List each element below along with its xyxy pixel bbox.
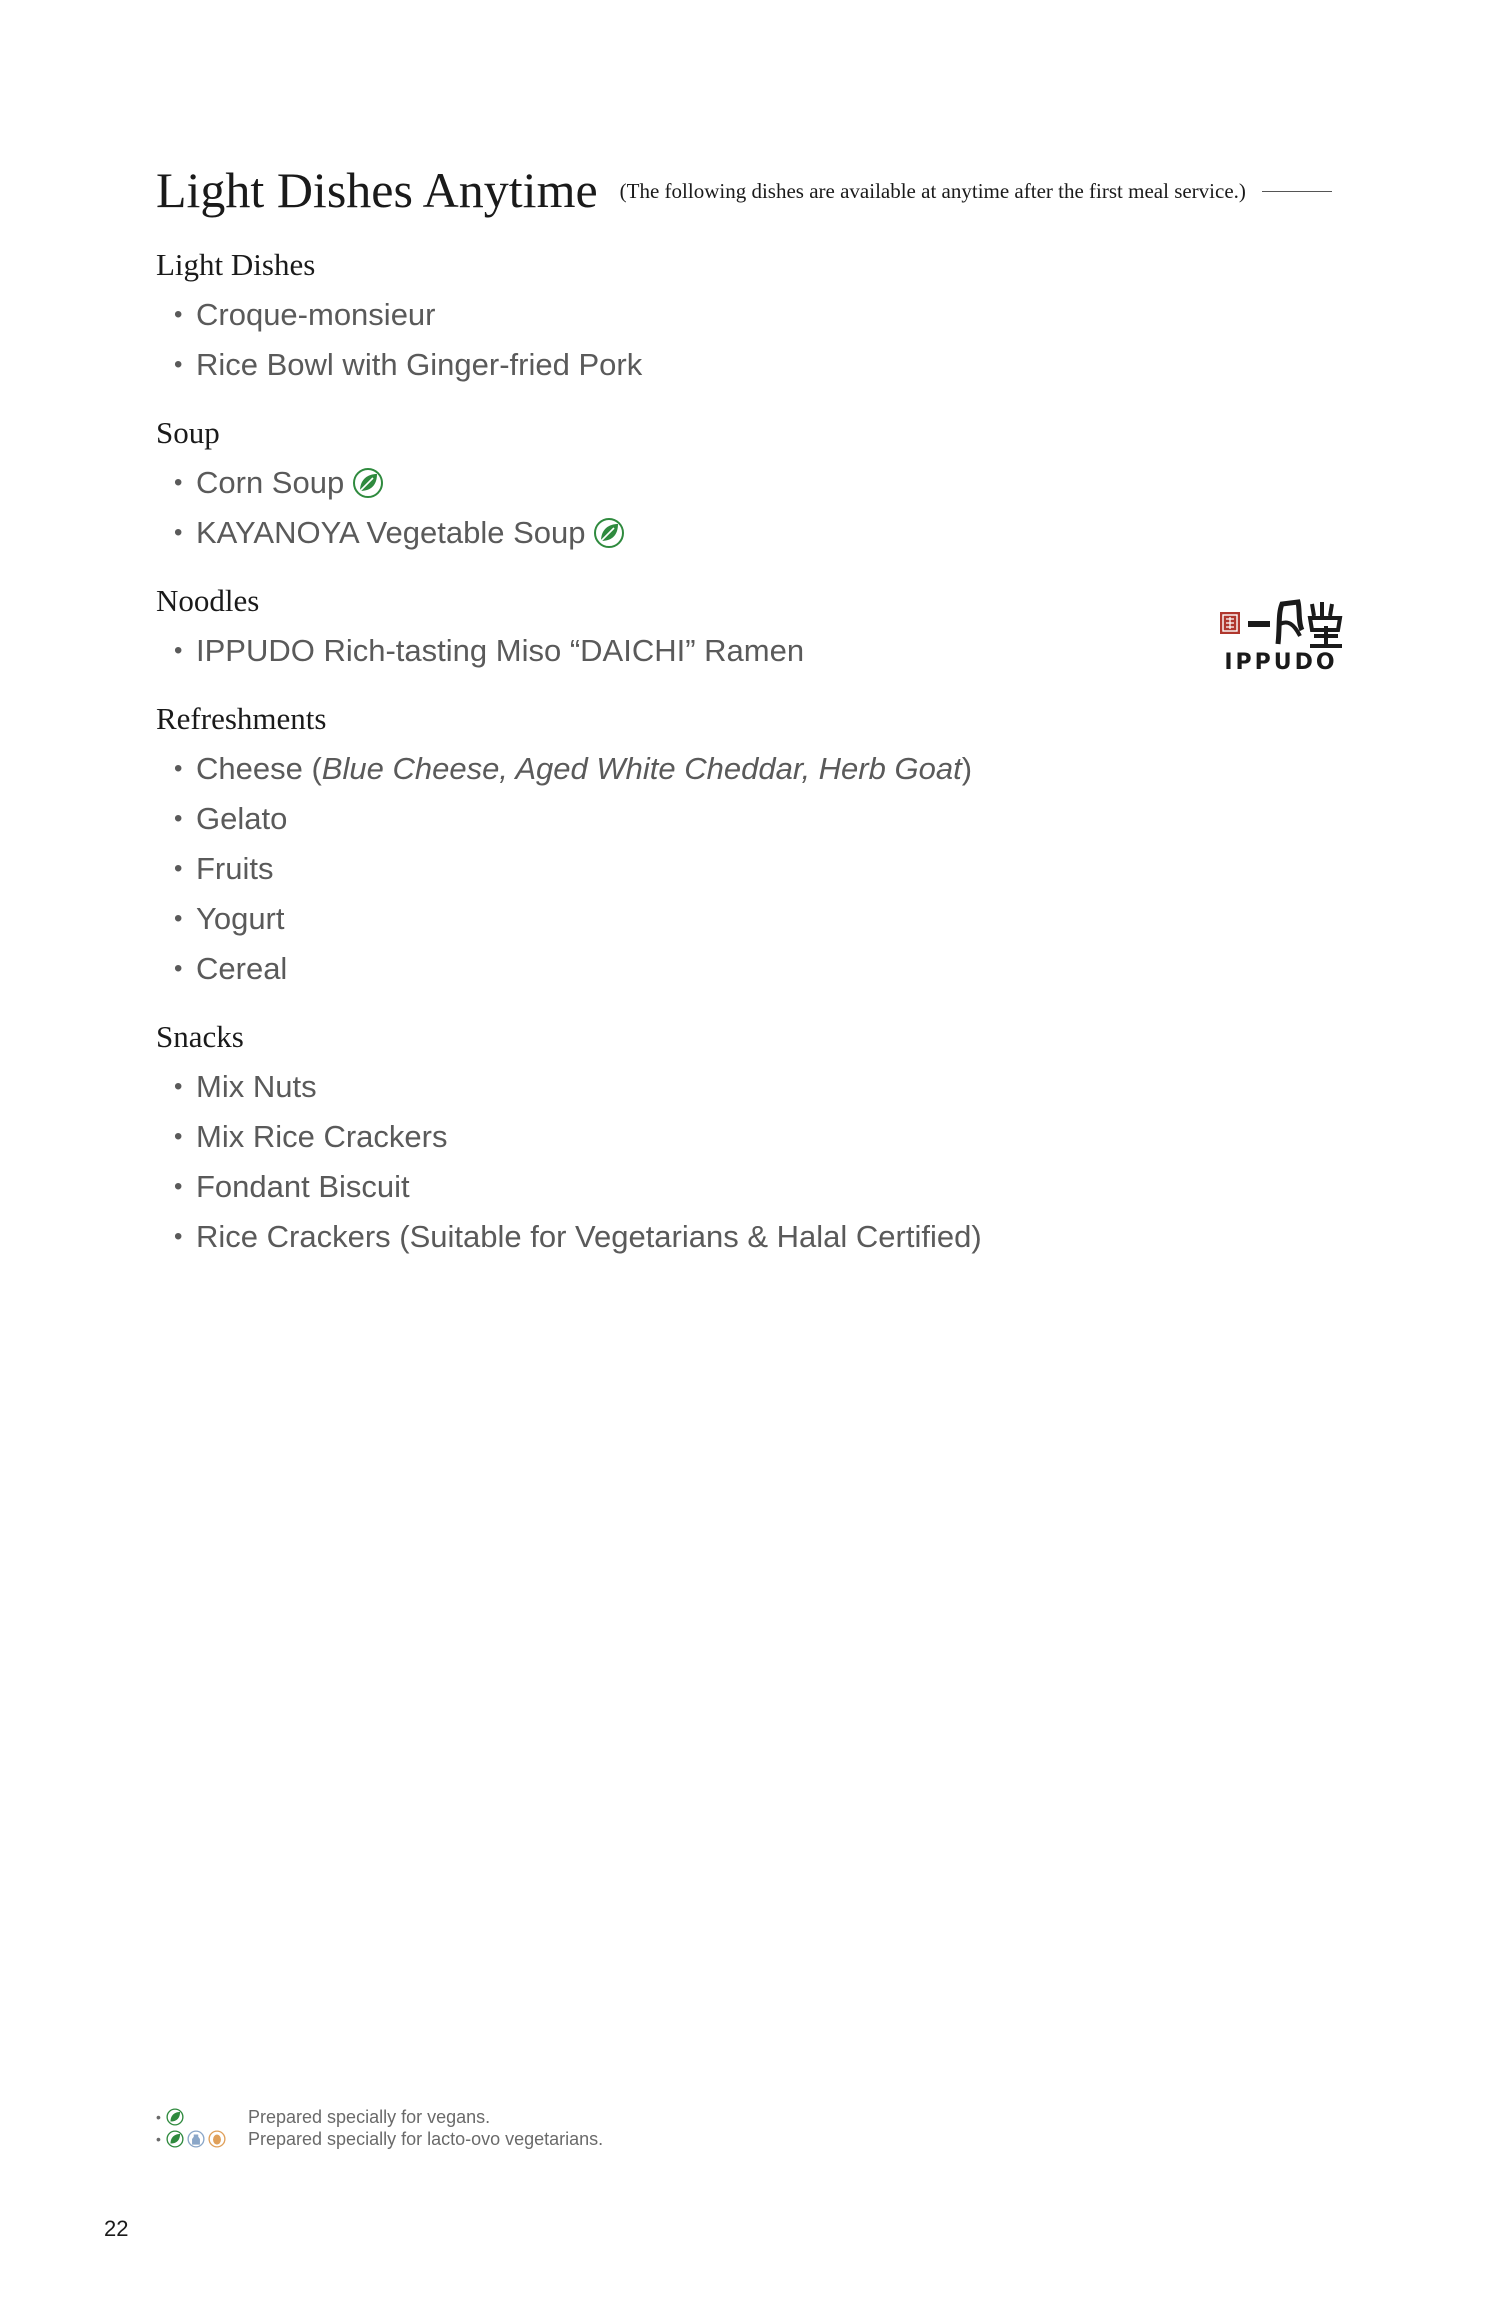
section-title: Noodles	[156, 583, 260, 618]
list-item	[156, 794, 1156, 844]
bullet: •	[174, 1123, 183, 1150]
leaf-icon	[593, 517, 625, 549]
item-label: Rice Crackers (Suitable for Vegetarians & Halal Certified)	[196, 1219, 982, 1254]
bullet: •	[174, 755, 183, 782]
bullet: •	[156, 2109, 161, 2125]
bullet: •	[174, 955, 183, 982]
item-label: Mix Nuts	[196, 1069, 317, 1104]
dietary-legend	[156, 2106, 856, 2150]
leaf-icon	[166, 2108, 184, 2126]
item-label: Corn Soup	[196, 465, 345, 500]
cheese-varieties: Blue Cheese, Aged White Cheddar, Herb Goat	[321, 751, 962, 786]
section-title: Snacks	[156, 1019, 244, 1054]
bullet: •	[174, 1073, 183, 1100]
section-title: Refreshments	[156, 701, 327, 736]
item-label: Fruits	[196, 851, 274, 886]
item-label: Rice Bowl with Ginger-fried Pork	[196, 347, 643, 382]
list-item	[156, 626, 1156, 676]
ippudo-logo	[1218, 596, 1344, 678]
bullet: •	[174, 351, 183, 378]
bullet: •	[174, 855, 183, 882]
cheese-prefix: Cheese (	[196, 751, 322, 786]
legend-icons	[166, 2108, 248, 2126]
page-number: 22	[104, 2216, 129, 2241]
item-label: Cereal	[196, 951, 288, 986]
section-title: Soup	[156, 415, 220, 450]
page-subtitle: (The following dishes are available at anytime after the first meal service.)	[619, 179, 1246, 203]
item-label: Mix Rice Crackers	[196, 1119, 448, 1154]
list-item	[156, 744, 1156, 794]
list-item	[156, 894, 1156, 944]
page-title: Light Dishes Anytime	[156, 162, 598, 218]
legend-icons	[166, 2130, 248, 2148]
legend-label: Prepared specially for vegans.	[248, 2106, 491, 2127]
list-item	[156, 290, 1156, 340]
item-label: KAYANOYA Vegetable Soup	[196, 515, 586, 550]
bullet: •	[174, 469, 183, 496]
item-label: IPPUDO Rich-tasting Miso “DAICHI” Ramen	[196, 633, 805, 668]
item-label: Fondant Biscuit	[196, 1169, 410, 1204]
leaf-icon	[352, 467, 384, 499]
section-soup	[156, 408, 1156, 558]
list-item	[156, 340, 1156, 390]
header-rule	[1262, 191, 1332, 192]
list-item	[156, 1062, 1156, 1112]
cheese-suffix: )	[961, 751, 973, 786]
list-item	[156, 944, 1156, 994]
section-noodles	[156, 576, 1156, 676]
logo-text: IPPUDO	[1224, 650, 1338, 675]
bullet: •	[174, 805, 183, 832]
list-item	[156, 508, 1156, 558]
bullet: •	[156, 2131, 161, 2147]
legend-row-lacto-ovo	[156, 2128, 856, 2150]
section-light-dishes	[156, 240, 1156, 390]
bullet: •	[174, 301, 183, 328]
legend-label: Prepared specially for lacto-ovo vegetarians.	[248, 2128, 604, 2149]
section-snacks	[156, 1012, 1156, 1262]
item-label: Gelato	[196, 801, 288, 836]
bullet: •	[174, 637, 183, 664]
list-item	[156, 1212, 1156, 1262]
list-item	[156, 458, 1156, 508]
menu-content	[156, 240, 1156, 1280]
egg-icon	[208, 2130, 226, 2148]
legend-row-vegan	[156, 2106, 856, 2128]
list-item	[156, 844, 1156, 894]
list-item	[156, 1162, 1156, 1212]
leaf-icon	[166, 2130, 184, 2148]
ippudo-logo-mark	[1218, 596, 1344, 652]
item-label: Croque-monsieur	[196, 297, 436, 332]
bullet: •	[174, 905, 183, 932]
section-refreshments	[156, 694, 1156, 994]
bullet: •	[174, 519, 183, 546]
page-header	[156, 140, 1346, 220]
milk-icon	[187, 2130, 205, 2148]
list-item	[156, 1112, 1156, 1162]
bullet: •	[174, 1223, 183, 1250]
item-label: Yogurt	[196, 901, 285, 936]
section-title: Light Dishes	[156, 247, 316, 282]
bullet: •	[174, 1173, 183, 1200]
